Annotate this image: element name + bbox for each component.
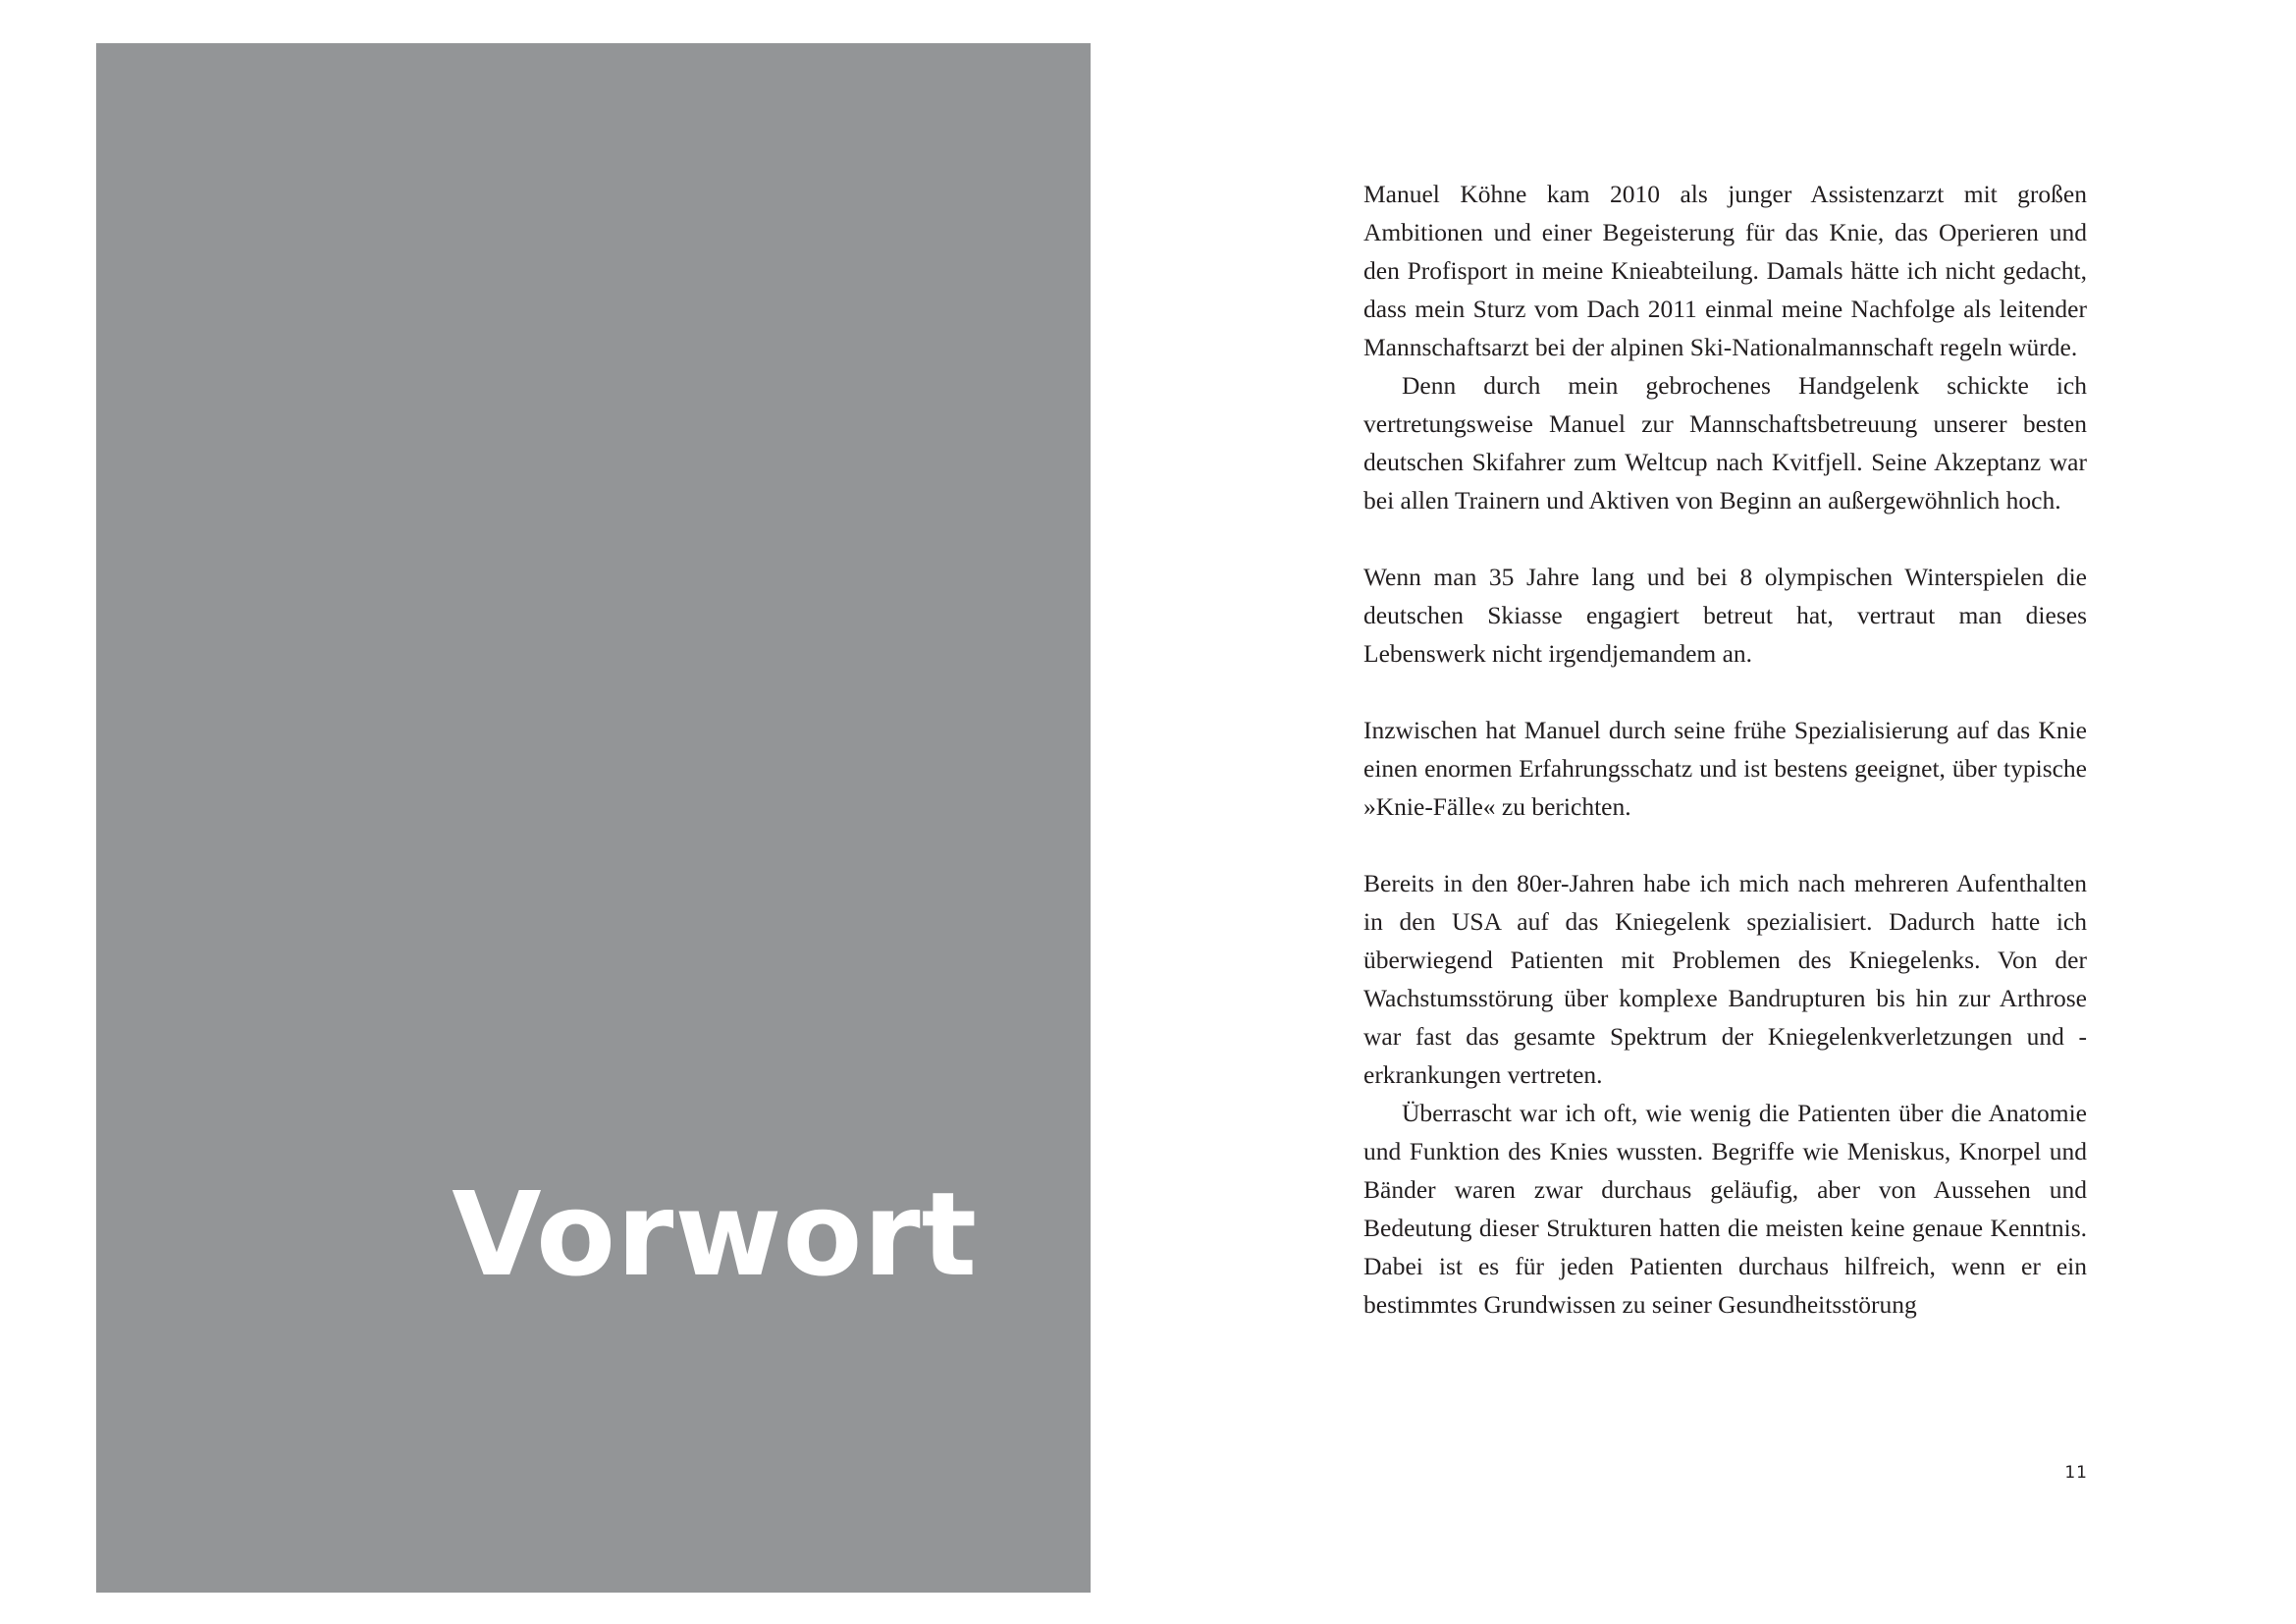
chapter-title: Vorwort <box>452 1166 978 1302</box>
right-page <box>1148 0 2296 1624</box>
paragraph-5: Bereits in den 80er-Jahren habe ich mich nach mehreren Aufenthalten in den USA auf das Kniegelenk spezialisiert. Dadurch hatte ich überwiegend Patienten mit Problemen des Kniegelenks. Von der Wachstumsstörung über komplexe Bandrupturen bis hin zur Arthrose war fast das gesamte Spektrum der Kniegelenkverletzungen und -erkrankungen vertreten. <box>1363 869 2087 1089</box>
chapter-title-panel <box>96 43 1091 1593</box>
paragraph-6: Überrascht war ich oft, wie wenig die Patienten über die Anatomie und Funktion des Knies wussten. Begriffe wie Meniskus, Knorpel und Bänder waren zwar durchaus geläufig, aber von Aussehen und Bedeutung dieser Strukturen hatten die meisten keine genaue Kenntnis. Dabei ist es für jeden Patienten durchaus hilfreich, wenn er ein bestimmtes Grundwissen zu seiner Gesundheitsstörung <box>1363 1099 2087 1319</box>
paragraph-3: Wenn man 35 Jahre lang und bei 8 olympischen Winterspielen die deutschen Skiasse engagiert betreut hat, vertraut man dieses Lebenswerk nicht irgendjemandem an. <box>1363 563 2087 668</box>
paragraph-2: Denn durch mein gebrochenes Handgelenk schickte ich vertretungsweise Manuel zur Mannschaftsbetreuung unserer besten deutschen Skifahrer zum Weltcup nach Kvitfjell. Seine Akzeptanz war bei allen Trainern und Aktiven von Beginn an außergewöhnlich hoch. <box>1363 371 2087 514</box>
body-text <box>1363 175 2087 1324</box>
paragraph-1: Manuel Köhne kam 2010 als junger Assistenzarzt mit großen Ambitionen und einer Begeisterung für das Knie, das Operieren und den Profisport in meine Knieabteilung. Damals hätte ich nicht gedacht, dass mein Sturz vom Dach 2011 einmal meine Nachfolge als leitender Mannschaftsarzt bei der alpinen Ski-Nationalmannschaft regeln würde. <box>1363 180 2087 361</box>
page-number: 11 <box>2064 1463 2088 1483</box>
paragraph-4: Inzwischen hat Manuel durch seine frühe Spezialisierung auf das Knie einen enormen Erfahrungsschatz und ist bestens geeignet, über typische »Knie-Fälle« zu berichten. <box>1363 716 2087 821</box>
